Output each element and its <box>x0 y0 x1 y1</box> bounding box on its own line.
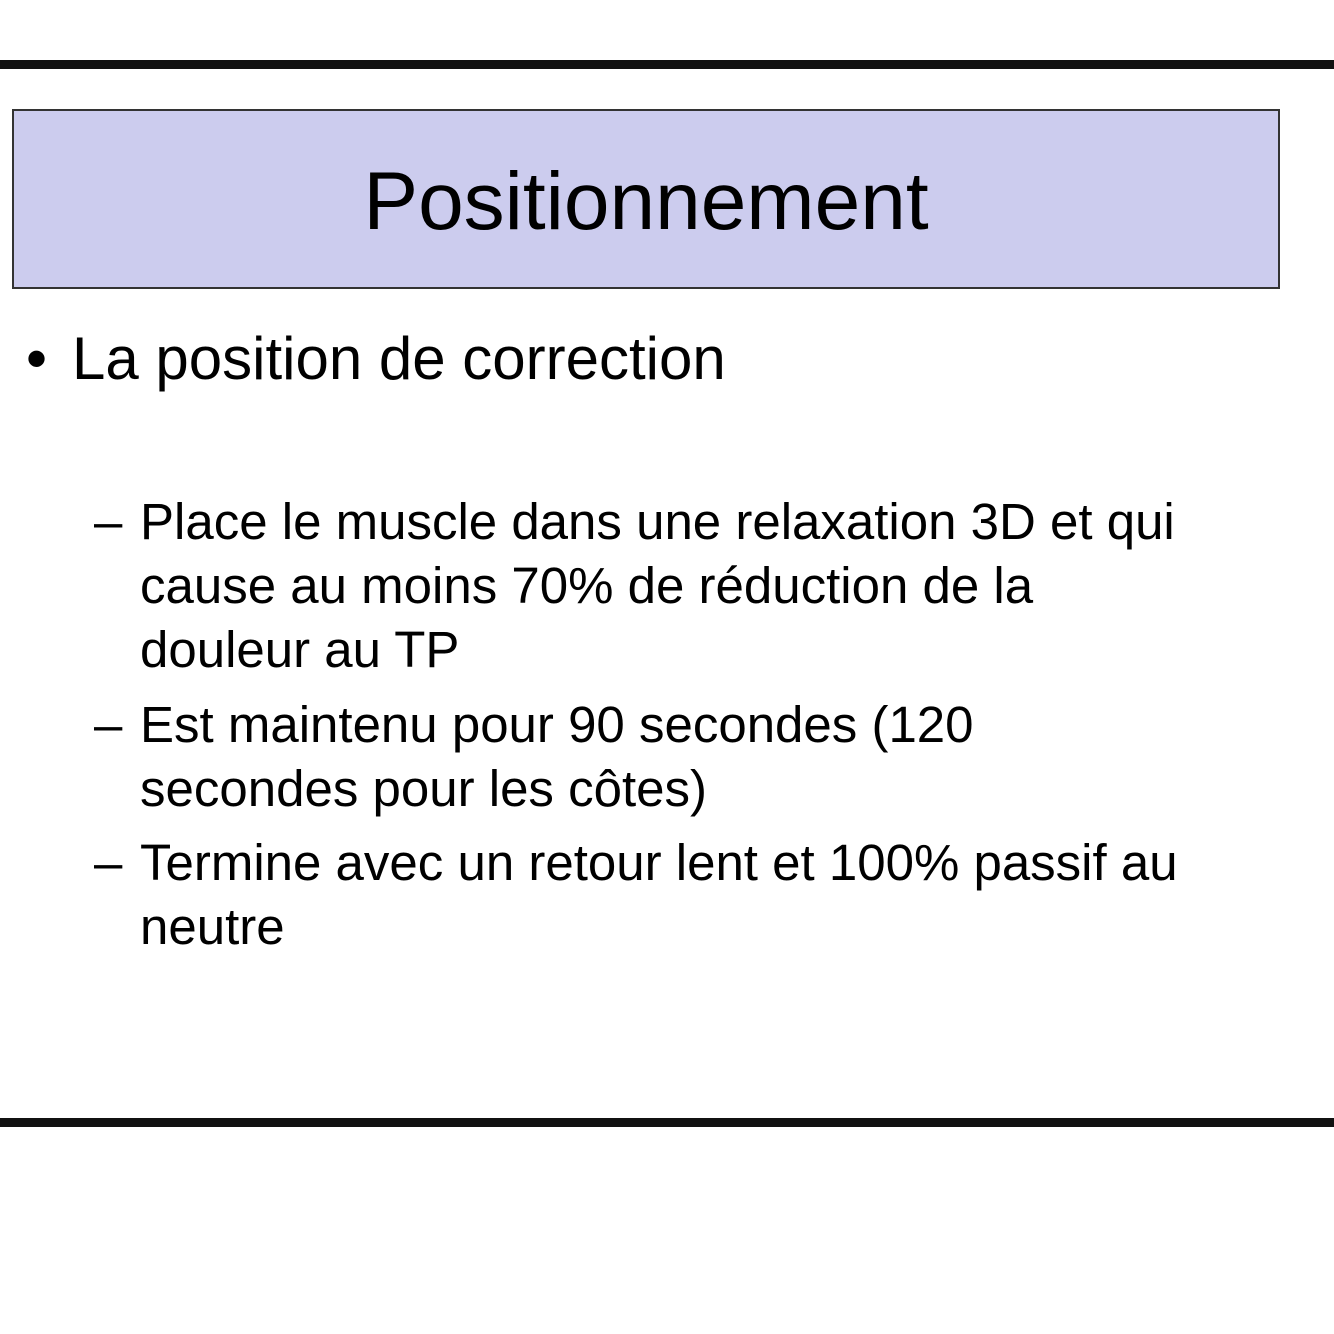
title-box <box>12 109 1280 289</box>
sub-item-line: Place le muscle dans une relaxation 3D et qui <box>140 493 1175 550</box>
sub-item-relaxation <box>94 490 1294 682</box>
sub-item-line: neutre <box>140 898 285 955</box>
dash-marker: – <box>94 493 123 550</box>
main-bullet-text: La position de correction <box>72 325 726 392</box>
sub-item-line: secondes pour les côtes) <box>140 760 707 817</box>
main-bullet <box>26 326 726 392</box>
sub-item-return <box>94 831 1294 959</box>
sub-item-line: Termine avec un retour lent et 100% passif au <box>140 834 1178 891</box>
sub-item-line: cause au moins 70% de réduction de la <box>140 557 1034 614</box>
slide-title: Positionnement <box>363 156 929 247</box>
bottom-rule <box>0 1118 1334 1127</box>
dash-marker: – <box>94 834 123 891</box>
sub-item-line: Est maintenu pour 90 secondes (120 <box>140 696 974 753</box>
dash-marker: – <box>94 696 123 753</box>
top-rule <box>0 60 1334 69</box>
bullet-marker: • <box>26 325 48 392</box>
sub-item-duration <box>94 693 1294 821</box>
sub-item-line: douleur au TP <box>140 621 460 678</box>
